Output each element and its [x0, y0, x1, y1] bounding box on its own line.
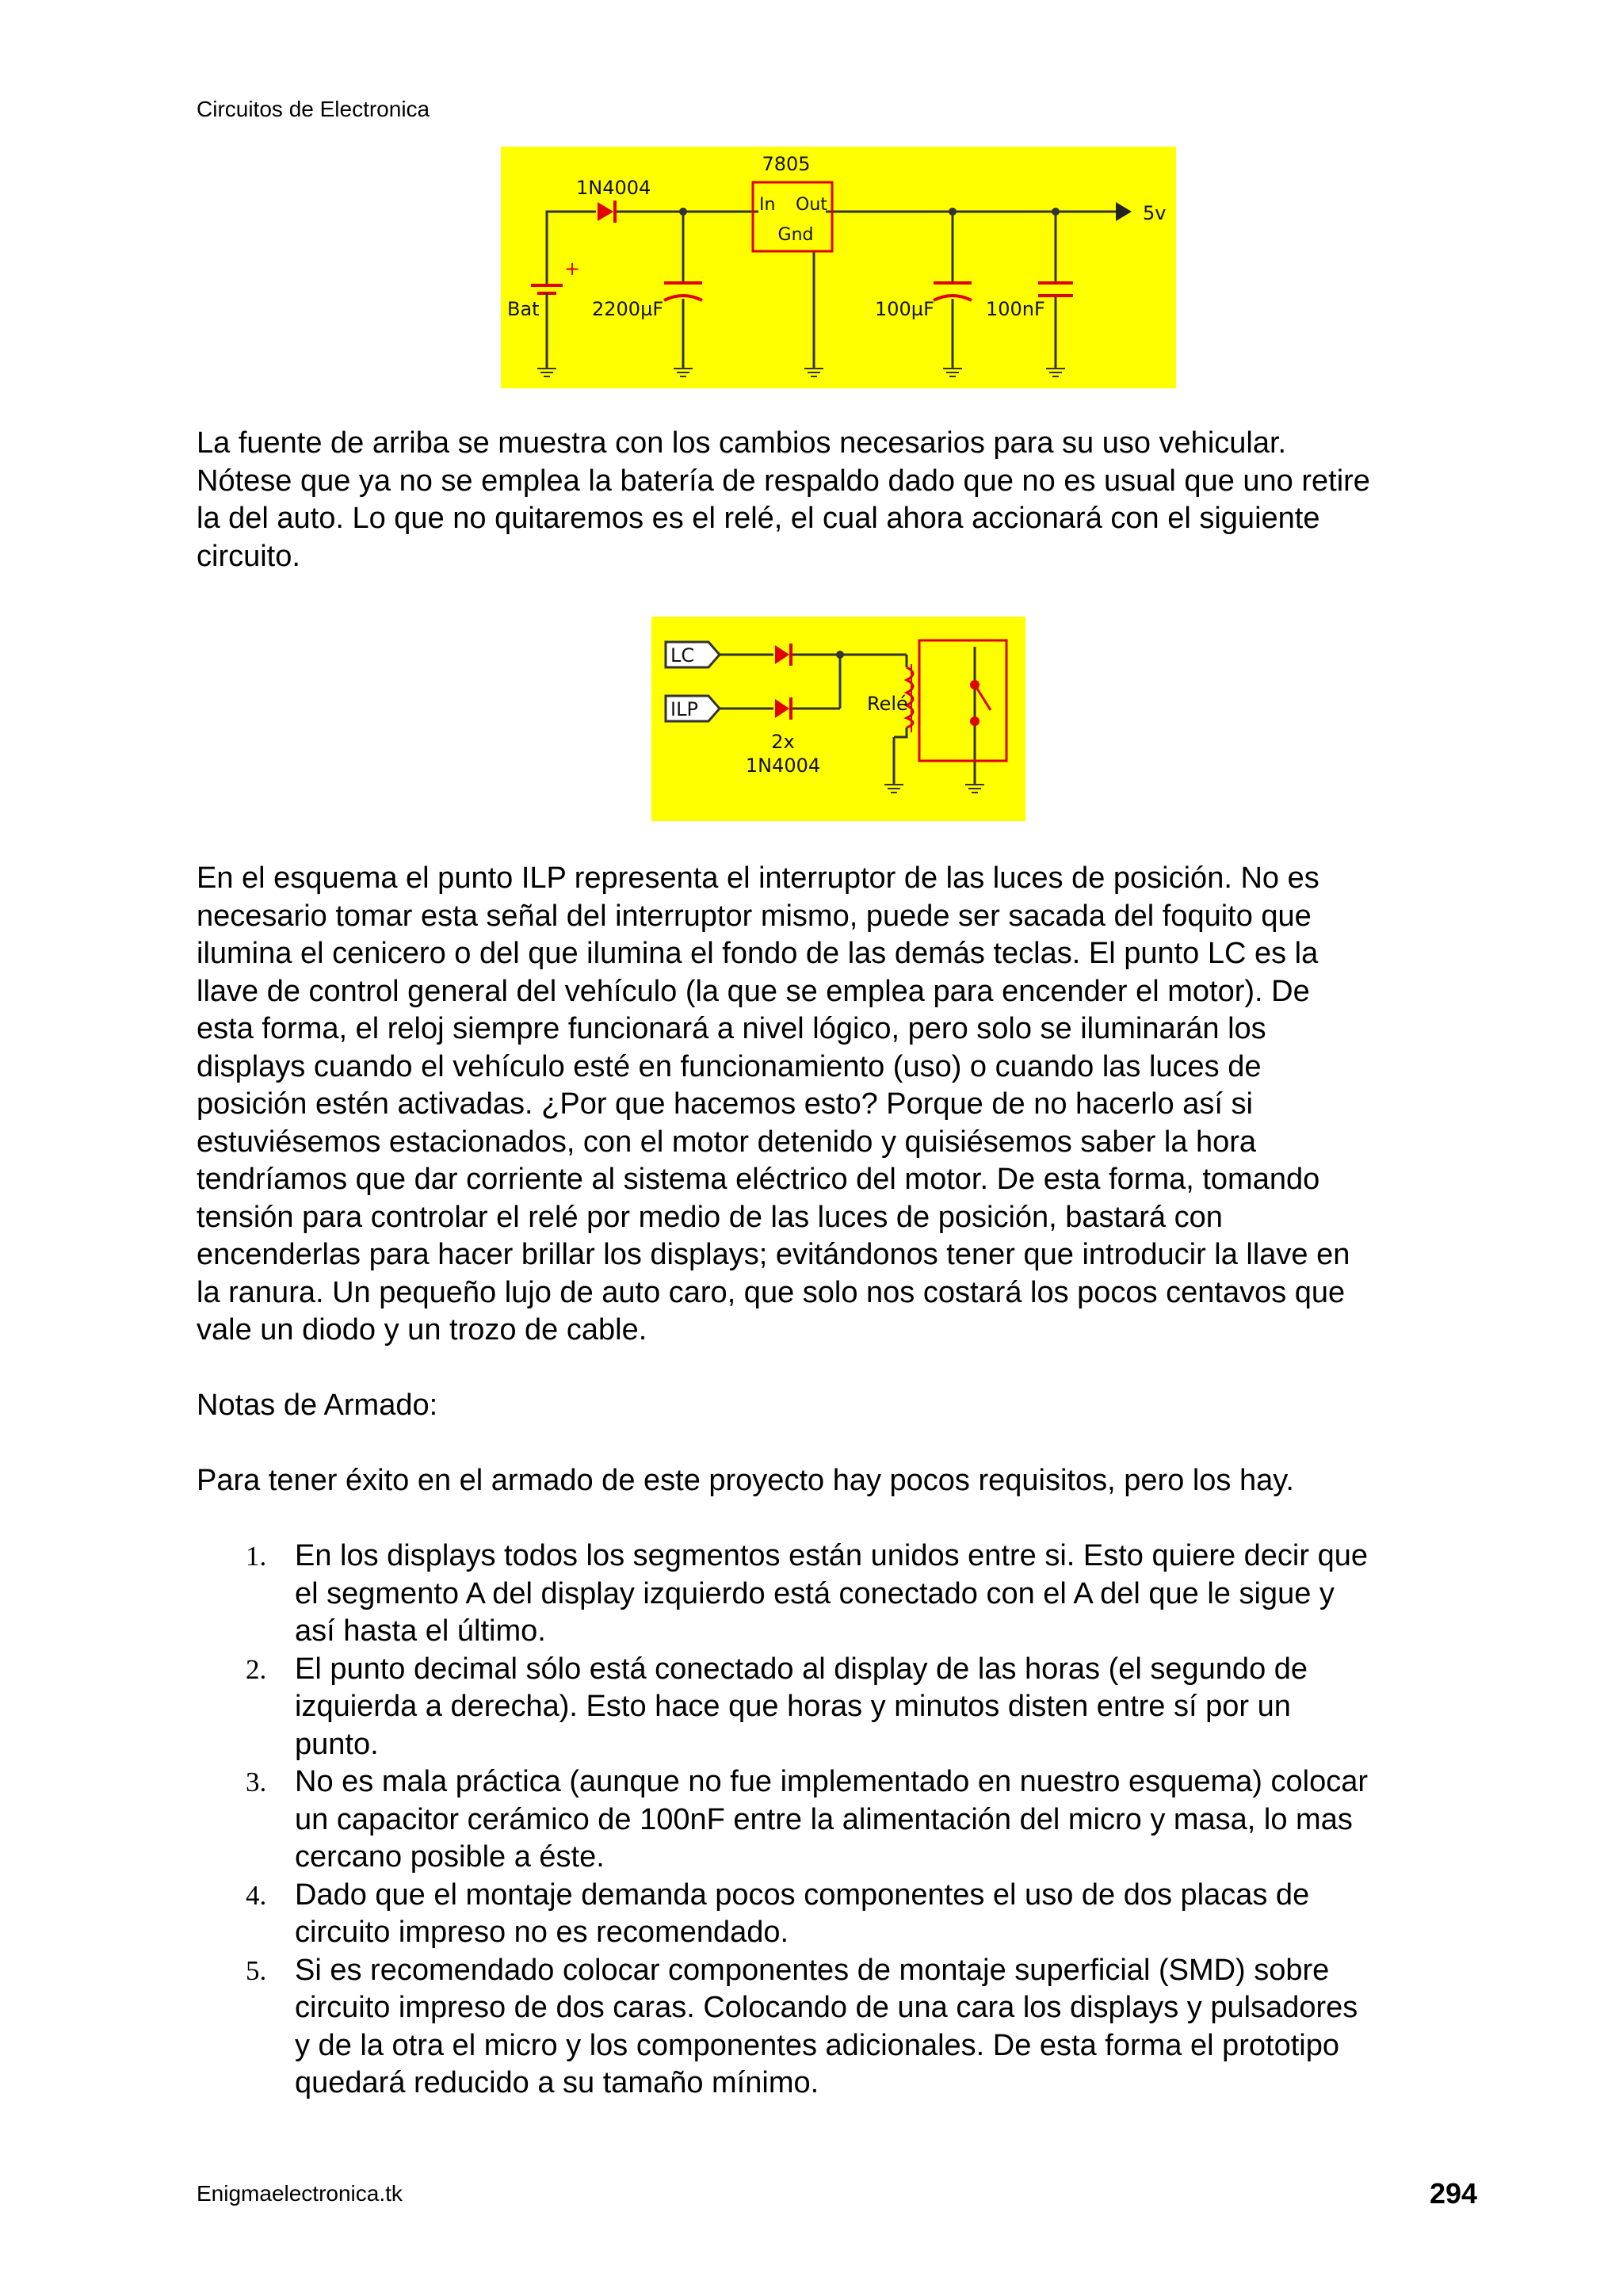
list-number: 5. — [246, 1954, 267, 1986]
page-header: Circuitos de Electronica — [197, 97, 430, 121]
text-line: tendríamos que dar corriente al sistema eléctrico del motor. De esta forma, tomando — [197, 1163, 1320, 1196]
label-reg-out: Out — [796, 195, 827, 215]
text-line: El punto decimal sólo está conectado al display de las horas (el segundo de — [295, 1652, 1308, 1686]
text-line: Si es recomendado colocar componentes de montaje superficial (SMD) sobre — [295, 1953, 1330, 1987]
text-line: posición estén activadas. ¿Por que hacemos esto? Porque de no hacerlo así si — [197, 1087, 1253, 1121]
text-line: En los displays todos los segmentos están unidos entre si. Esto quiere decir que — [295, 1539, 1368, 1572]
text-line: necesario tomar esta señal del interruptor mismo, puede ser sacada del foquito que — [197, 899, 1312, 933]
junction-dot — [836, 651, 844, 659]
regulator-schematic-svg — [501, 147, 1176, 388]
text-line: circuito. — [197, 539, 300, 573]
label-7805: 7805 — [762, 153, 811, 175]
list-item — [197, 1877, 1496, 1952]
text-line: esta forma, el reloj siempre funcionará a nivel lógico, pero solo se iluminarán los — [197, 1012, 1266, 1045]
text-line: y de la otra el micro y los componentes adicionales. De esta forma el prototipo — [295, 2028, 1339, 2062]
text-line: un capacitor cerámico de 100nF entre la alimentación del micro y masa, lo mas — [295, 1802, 1353, 1836]
text-line: circuito impreso de dos caras. Colocando de una cara los displays y pulsadores — [295, 1991, 1358, 2024]
list-item — [197, 1952, 1496, 2103]
text-line: En el esquema el punto ILP representa el interruptor de las luces de posición. No es — [197, 861, 1319, 895]
label-relay: Relé — [867, 693, 908, 715]
list-number: 4. — [246, 1879, 267, 1911]
text-line: estuviésemos estacionados, con el motor detenido y quisiésemos saber la hora — [197, 1125, 1257, 1159]
label-diode-type: 1N4004 — [745, 755, 821, 777]
text-line: circuito impreso no es recomendado. — [295, 1916, 789, 1949]
list-number: 1. — [246, 1541, 267, 1572]
page-number: 294 — [1430, 2177, 1478, 2210]
text-line: vale un diodo y un trozo de cable. — [197, 1313, 647, 1347]
junction-dot — [949, 208, 957, 216]
label-diode: 1N4004 — [576, 177, 651, 199]
relay-schematic — [651, 617, 1025, 821]
paragraph-vehicle-supply — [197, 425, 1496, 575]
text-line: así hasta el último. — [295, 1614, 546, 1648]
label-ilp: ILP — [670, 698, 698, 720]
list-number: 3. — [246, 1767, 267, 1797]
text-line: encenderlas para hacer brillar los displays; evitándonos tener que introducir la llave en — [197, 1238, 1350, 1271]
junction-dot — [679, 208, 687, 216]
text-line: izquierda a derecha). Esto hace que horas y minutos disten entre sí por un — [295, 1690, 1291, 1723]
list-item — [197, 1651, 1496, 1764]
label-lc: LC — [670, 644, 695, 667]
text-line: Dado que el montaje demanda pocos componentes el uso de dos placas de — [295, 1878, 1310, 1912]
paragraph-ilp-explanation — [197, 860, 1496, 1350]
text-line: la ranura. Un pequeño lujo de auto caro, que solo nos costará los pocos centavos que — [197, 1275, 1346, 1309]
notes-intro: Para tener éxito en el armado de este proyecto hay pocos requisitos, pero los hay. — [197, 1464, 1294, 1497]
list-item — [197, 1763, 1496, 1877]
notes-list — [197, 1538, 1496, 2103]
label-reg-in: In — [759, 195, 776, 215]
label-cap2: 100µF — [875, 298, 934, 320]
text-line: Nótese que ya no se emplea la batería de respaldo dado que no es usual que uno retire — [197, 464, 1370, 498]
label-battery: Bat — [507, 298, 540, 320]
junction-dot — [1052, 208, 1060, 216]
text-line: cercano posible a éste. — [295, 1840, 605, 1874]
footer-site: Enigmaelectronica.tk — [197, 2181, 403, 2206]
relay-schematic-svg — [651, 617, 1025, 821]
text-line: ilumina el cenicero o del que ilumina el fondo de las demás teclas. El punto LC es la — [197, 937, 1319, 970]
text-line: displays cuando el vehículo esté en funcionamiento (uso) o cuando las luces de — [197, 1049, 1262, 1083]
text-line: la del auto. Lo que no quitaremos es el relé, el cual ahora accionará con el siguiente — [197, 502, 1320, 535]
label-diode-count: 2x — [771, 731, 795, 753]
text-line: No es mala práctica (aunque no fue implementado en nuestro esquema) colocar — [295, 1765, 1368, 1798]
label-battery-plus: + — [564, 258, 581, 280]
text-line: tensión para controlar el relé por medio de las luces de posición, bastará con — [197, 1200, 1223, 1234]
label-5v: 5v — [1143, 202, 1167, 224]
regulator-schematic — [501, 147, 1176, 388]
list-number: 2. — [246, 1653, 267, 1685]
text-line: La fuente de arriba se muestra con los cambios necesarios para su uso vehicular. — [197, 426, 1287, 460]
text-line: llave de control general del vehículo (la que se emplea para encender el motor). De — [197, 974, 1310, 1008]
list-item — [197, 1538, 1496, 1651]
label-cap3: 100nF — [986, 298, 1045, 320]
notes-title: Notas de Armado: — [197, 1389, 438, 1422]
text-line: quedará reducido a su tamaño mínimo. — [295, 2066, 819, 2099]
text-line: punto. — [295, 1727, 379, 1761]
label-reg-gnd: Gnd — [777, 225, 814, 245]
label-cap1: 2200µF — [592, 298, 664, 320]
text-line: el segmento A del display izquierdo está conectado con el A del que le sigue y — [295, 1576, 1335, 1610]
